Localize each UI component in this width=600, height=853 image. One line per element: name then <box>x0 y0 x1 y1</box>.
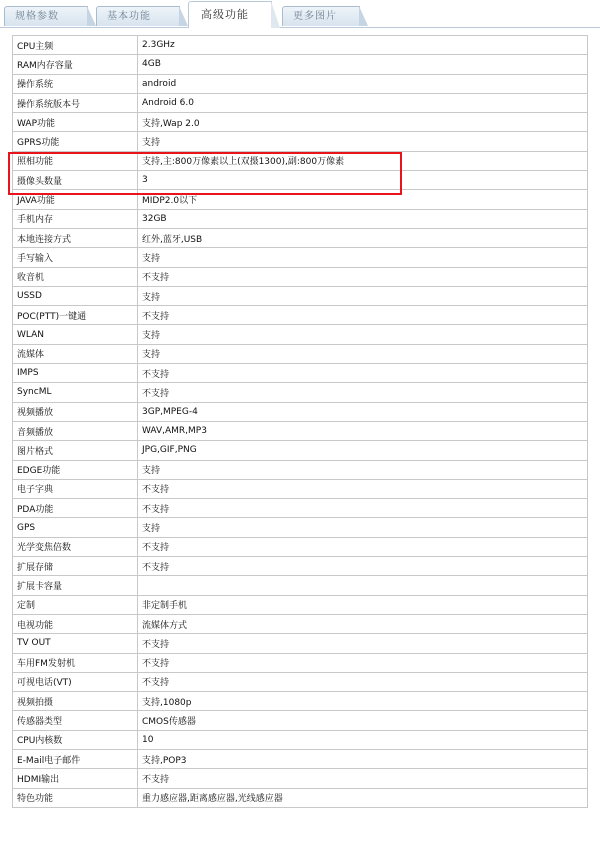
spec-value: 非定制手机 <box>138 595 588 614</box>
spec-label: POC(PTT)一键通 <box>13 306 138 325</box>
spec-label: TV OUT <box>13 634 138 653</box>
spec-value: 不支持 <box>138 267 588 286</box>
spec-label: GPRS功能 <box>13 132 138 151</box>
table-row <box>13 209 588 228</box>
table-row <box>13 74 588 93</box>
table-row <box>13 479 588 498</box>
spec-label: 本地连接方式 <box>13 228 138 247</box>
spec-label: 操作系统版本号 <box>13 93 138 112</box>
table-row <box>13 614 588 633</box>
spec-value: 不支持 <box>138 364 588 383</box>
spec-table <box>12 35 588 808</box>
spec-label: USSD <box>13 286 138 305</box>
spec-value: 流媒体方式 <box>138 614 588 633</box>
table-row <box>13 55 588 74</box>
table-row <box>13 460 588 479</box>
spec-value: 不支持 <box>138 634 588 653</box>
tab-bar <box>0 0 600 28</box>
tab-specs[interactable]: 规格参数 <box>4 6 88 26</box>
table-row <box>13 518 588 537</box>
spec-value: WAV,AMR,MP3 <box>138 421 588 440</box>
table-row <box>13 344 588 363</box>
spec-value: 支持,POP3 <box>138 749 588 768</box>
spec-value: 红外,蓝牙,USB <box>138 228 588 247</box>
spec-value: Android 6.0 <box>138 93 588 112</box>
spec-value: 32GB <box>138 209 588 228</box>
spec-value: 不支持 <box>138 672 588 691</box>
spec-value: 支持 <box>138 460 588 479</box>
spec-value: 重力感应器,距离感应器,光线感应器 <box>138 788 588 807</box>
spec-value: MIDP2.0以下 <box>138 190 588 209</box>
spec-label: SyncML <box>13 383 138 402</box>
spec-value: 不支持 <box>138 479 588 498</box>
spec-value: 支持 <box>138 344 588 363</box>
table-row <box>13 325 588 344</box>
table-row <box>13 595 588 614</box>
spec-label: 视频拍摄 <box>13 692 138 711</box>
table-row <box>13 286 588 305</box>
table-row <box>13 267 588 286</box>
table-row <box>13 634 588 653</box>
spec-value <box>138 576 588 595</box>
spec-value: 支持 <box>138 286 588 305</box>
spec-label: 可视电话(VT) <box>13 672 138 691</box>
spec-value: 不支持 <box>138 557 588 576</box>
table-row <box>13 383 588 402</box>
table-row <box>13 576 588 595</box>
spec-label: IMPS <box>13 364 138 383</box>
spec-value: 3 <box>138 171 588 190</box>
spec-label: 特色功能 <box>13 788 138 807</box>
spec-label: 操作系统 <box>13 74 138 93</box>
table-row <box>13 36 588 55</box>
spec-value: 支持,主:800万像素以上(双摄1300),副:800万像素 <box>138 151 588 170</box>
spec-value: 不支持 <box>138 653 588 672</box>
spec-label: 车用FM发射机 <box>13 653 138 672</box>
spec-label: 音频播放 <box>13 421 138 440</box>
spec-value: JPG,GIF,PNG <box>138 441 588 460</box>
spec-label: E-Mail电子邮件 <box>13 749 138 768</box>
spec-value: 支持 <box>138 248 588 267</box>
table-row <box>13 537 588 556</box>
table-row <box>13 788 588 807</box>
table-row <box>13 557 588 576</box>
spec-value: 支持,Wap 2.0 <box>138 113 588 132</box>
spec-label: WLAN <box>13 325 138 344</box>
spec-label: 手机内存 <box>13 209 138 228</box>
spec-value: 支持 <box>138 518 588 537</box>
spec-label: CPU主频 <box>13 36 138 55</box>
tab-more-images[interactable]: 更多图片 <box>282 6 360 26</box>
table-row <box>13 364 588 383</box>
spec-value: 支持 <box>138 132 588 151</box>
table-row <box>13 711 588 730</box>
table-row <box>13 228 588 247</box>
spec-label: GPS <box>13 518 138 537</box>
table-row <box>13 672 588 691</box>
spec-label: JAVA功能 <box>13 190 138 209</box>
spec-label: 传感器类型 <box>13 711 138 730</box>
table-row <box>13 499 588 518</box>
table-row <box>13 113 588 132</box>
spec-label: 电子字典 <box>13 479 138 498</box>
table-row <box>13 653 588 672</box>
spec-label: 电视功能 <box>13 614 138 633</box>
spec-value: 4GB <box>138 55 588 74</box>
table-row <box>13 93 588 112</box>
spec-value: 不支持 <box>138 306 588 325</box>
spec-label: HDMI输出 <box>13 769 138 788</box>
spec-label: PDA功能 <box>13 499 138 518</box>
spec-label: 摄像头数量 <box>13 171 138 190</box>
spec-label: 手写输入 <box>13 248 138 267</box>
spec-label: RAM内存容量 <box>13 55 138 74</box>
table-row <box>13 306 588 325</box>
spec-label: 收音机 <box>13 267 138 286</box>
table-row <box>13 402 588 421</box>
spec-label: WAP功能 <box>13 113 138 132</box>
spec-value: 不支持 <box>138 383 588 402</box>
table-row <box>13 730 588 749</box>
table-row <box>13 421 588 440</box>
spec-label: 图片格式 <box>13 441 138 460</box>
spec-value: 支持 <box>138 325 588 344</box>
table-row <box>13 769 588 788</box>
table-row <box>13 190 588 209</box>
spec-value: 支持,1080p <box>138 692 588 711</box>
spec-label: 流媒体 <box>13 344 138 363</box>
spec-value: 2.3GHz <box>138 36 588 55</box>
spec-label: CPU内核数 <box>13 730 138 749</box>
spec-label: 扩展卡容量 <box>13 576 138 595</box>
table-row <box>13 441 588 460</box>
table-row <box>13 692 588 711</box>
spec-value: 不支持 <box>138 769 588 788</box>
spec-value: 不支持 <box>138 537 588 556</box>
spec-value: android <box>138 74 588 93</box>
tab-basic-functions[interactable]: 基本功能 <box>96 6 180 26</box>
spec-label: 定制 <box>13 595 138 614</box>
table-row <box>13 248 588 267</box>
spec-value: 10 <box>138 730 588 749</box>
table-row <box>13 151 588 170</box>
spec-value: 不支持 <box>138 499 588 518</box>
table-row <box>13 132 588 151</box>
table-row <box>13 749 588 768</box>
tab-advanced-functions[interactable]: 高级功能 <box>188 1 272 28</box>
spec-label: 视频播放 <box>13 402 138 421</box>
spec-label: 扩展存储 <box>13 557 138 576</box>
spec-label: EDGE功能 <box>13 460 138 479</box>
table-row <box>13 171 588 190</box>
spec-value: 3GP,MPEG-4 <box>138 402 588 421</box>
spec-label: 光学变焦倍数 <box>13 537 138 556</box>
spec-value: CMOS传感器 <box>138 711 588 730</box>
spec-label: 照相功能 <box>13 151 138 170</box>
